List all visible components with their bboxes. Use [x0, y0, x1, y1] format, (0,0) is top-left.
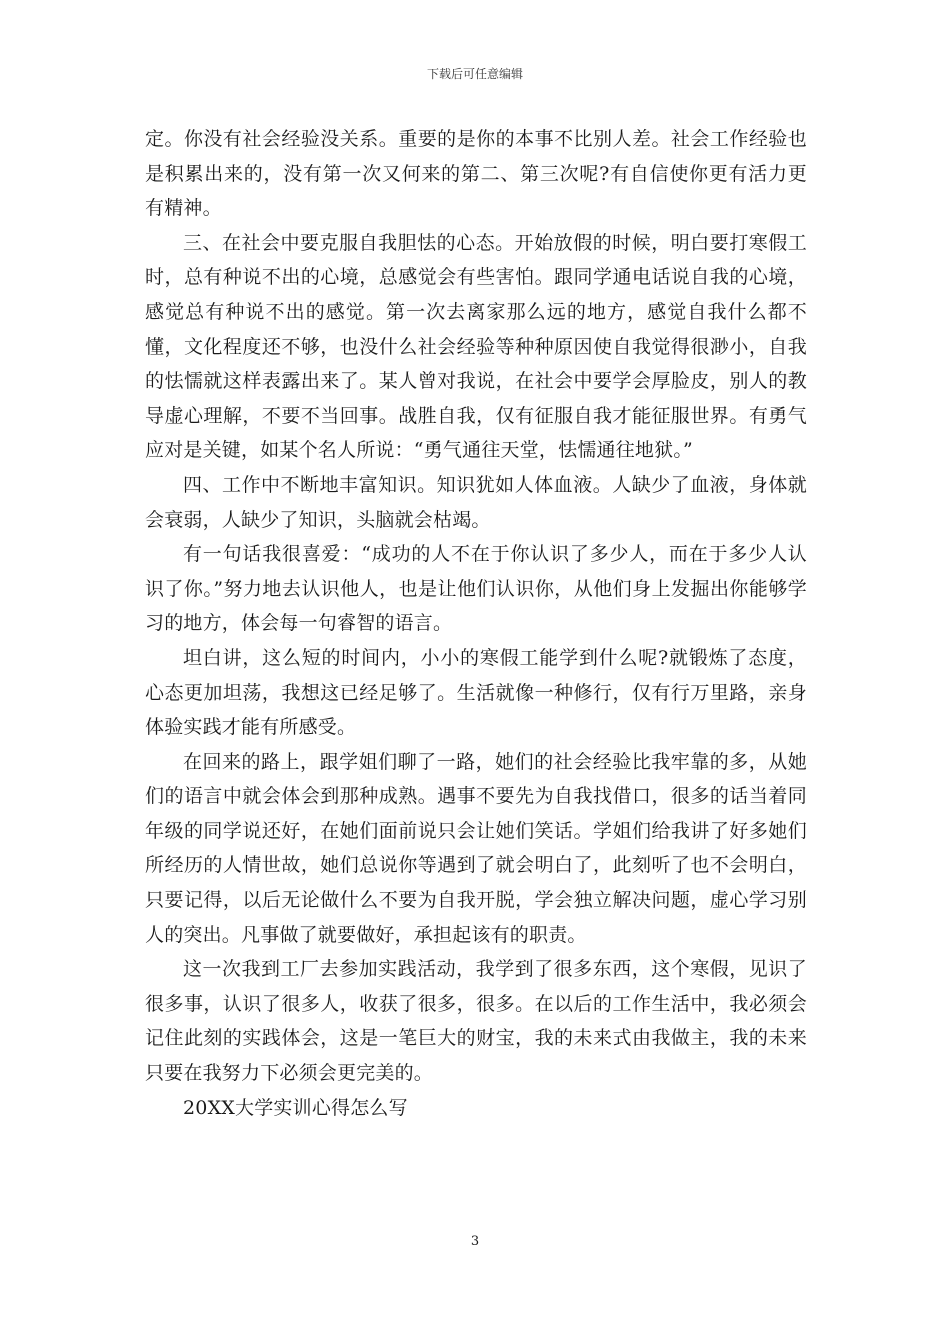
page-header: 下载后可任意编辑 [426, 67, 523, 81]
document-body [145, 122, 807, 1125]
section-heading: 20XX大学实训心得怎么写 [183, 1096, 408, 1119]
page-number: 3 [470, 1234, 480, 1249]
paragraph-6: 在回来的路上，跟学姐们聊了一路，她们的社会经验比我牢靠的多，从她们的语言中就会体会到那种成熟。遇事不要先为自我找借口，很多的话当着同年级的同学说还好，在她们面前说只会让她们笑话。学姐们给我讲了好多她们所经历的人情世故，她们总说你等遇到了就会明白了，此刻听了也不会明白，只要记得，以后无论做什么不要为自我开脱，学会独立解决问题，虚心学习别人的突出。凡事做了就要做好，承担起该有的职责。 [145, 750, 807, 946]
paragraph-5: 坦白讲，这么短的时间内，小小的寒假工能学到什么呢?就锻炼了态度，心态更加坦荡，我想这已经足够了。生活就像一种修行，仅有行万里路，亲身体验实践才能有所感受。 [145, 646, 807, 739]
paragraph-3: 四、工作中不断地丰富知识。知识犹如人体血液。人缺少了血液，身体就会衰弱，人缺少了知识，头脑就会枯竭。 [145, 473, 807, 531]
paragraph-1: 定。你没有社会经验没关系。重要的是你的本事不比别人差。社会工作经验也是积累出来的，没有第一次又何来的第二、第三次呢?有自信使你更有活力更有精神。 [145, 128, 807, 220]
paragraph-7: 这一次我到工厂去参加实践活动，我学到了很多东西，这个寒假，见识了很多事，认识了很多人，收获了很多，很多。在以后的工作生活中，我必须会记住此刻的实践体会，这是一笔巨大的财宝，我的未来式由我做主，我的未来只要在我努力下必须会更完美的。 [145, 958, 807, 1085]
paragraph-4: 有一句话我很喜爱：“成功的人不在于你认识了多少人，而在于多少人认识了你。”努力地去认识他人，也是让他们认识你，从他们身上发掘出你能够学习的地方，体会每一句睿智的语言。 [145, 543, 807, 635]
paragraph-2: 三、在社会中要克服自我胆怯的心态。开始放假的时候，明白要打寒假工时，总有种说不出的心境，总感觉会有些害怕。跟同学通电话说自我的心境，感觉总有种说不出的感觉。第一次去离家那么远的地方，感觉自我什么都不懂，文化程度还不够，也没什么社会经验等种种原因使自我觉得很渺小，自我的怯懦就这样表露出来了。某人曾对我说，在社会中要学会厚脸皮，别人的教导虚心理解，不要不当回事。战胜自我，仅有征服自我才能征服世界。有勇气应对是关键，如某个名人所说：“勇气通往天堂，怯懦通往地狱。” [145, 231, 807, 462]
